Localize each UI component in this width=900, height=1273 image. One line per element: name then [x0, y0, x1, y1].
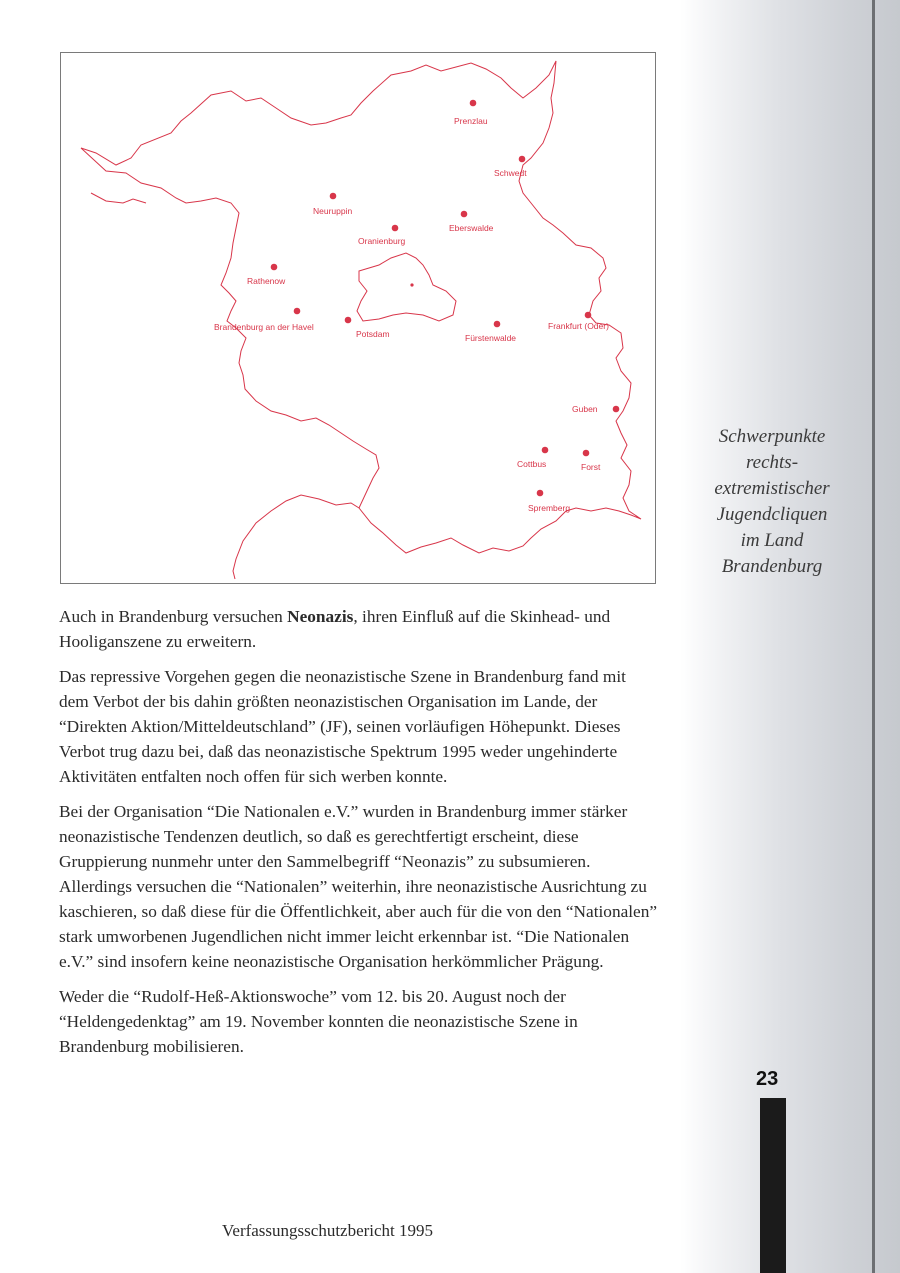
city-marker	[330, 193, 337, 200]
city-marker	[271, 264, 278, 271]
city-label: Eberswalde	[449, 223, 494, 233]
city-cottbus	[517, 447, 548, 469]
city-fuerstenwalde	[465, 321, 516, 343]
city-marker	[519, 156, 526, 163]
city-marker	[537, 490, 544, 497]
city-forst	[581, 450, 601, 472]
page-number: 23	[756, 1068, 779, 1090]
paragraph-3: Bei der Organisation “Die Nationalen e.V.” wurden in Brandenburg immer stärker neonazistische Tendenzen deutlich, so daß es gerechtfertigt erscheint, diese Gruppierung nunmehr unter den Sammelbegriff “Neonazis” zu subsumieren. Allerdings versuchen die “Nationalen” weiterhin, ihre neonazistische Ausrichtung zu kaschieren, so daß diese für die Öffentlichkeit, aber auch für die von den “Nationalen” stark umworbenen Jugendlichen nicht immer leicht erkennbar ist. “Die Nationalen e.V.” sind insofern keine neonazistische Organisation herkömmlicher Prägung.	[59, 802, 658, 971]
keyword-neonazis: Neonazis	[287, 607, 354, 626]
paragraph-2: Das repressive Vorgehen gegen die neonazistische Szene in Brandenburg fand mit dem Verbot der bis dahin größten neonazistischen Organisation im Lande, der “Direkten Aktion/Mitteldeutschland” (JF), seinen vorläufigen Höhepunkt. Dieses Verbot trug dazu bei, daß das neonazistische Spektrum 1995 weder ungehinderte Aktivitäten entfalten noch offen für sich werben konnte.	[59, 667, 626, 786]
margin-caption: Schwerpunkte rechts- extremistischer Jugendcliquen im Land Brandenburg	[714, 426, 830, 577]
city-label: Schwedt	[494, 168, 527, 178]
paragraph-4: Weder die “Rudolf-Heß-Aktionswoche” vom 12. bis 20. August noch der “Heldengedenktag” am 19. November konnten die neonazistische Szene in Brandenburg mobilisieren.	[59, 987, 578, 1056]
brandenburg-map	[60, 52, 656, 584]
city-marker	[345, 317, 352, 324]
map-canvas	[61, 53, 655, 583]
state-border-northwest	[91, 193, 146, 203]
berlin-outline	[357, 253, 456, 321]
page-edge-line	[872, 0, 875, 1273]
city-label: Frankfurt (Oder)	[548, 321, 609, 331]
city-label: Oranienburg	[358, 236, 406, 246]
city-frankfurt-oder	[548, 312, 609, 331]
state-border	[81, 61, 641, 579]
city-marker	[613, 406, 620, 413]
berlin-marker	[410, 283, 413, 286]
city-marker	[294, 308, 301, 315]
city-prenzlau	[454, 100, 488, 126]
city-label: Cottbus	[517, 459, 547, 469]
city-brandenburg-an-der-havel	[214, 308, 314, 332]
page-tab-bar	[760, 1098, 786, 1273]
city-marker	[461, 211, 468, 218]
paragraph-1-start: Auch in Brandenburg versuchen	[59, 607, 288, 626]
city-label: Brandenburg an der Havel	[214, 322, 314, 332]
city-marker	[585, 312, 592, 319]
city-eberswalde	[449, 211, 494, 233]
city-label: Potsdam	[356, 329, 390, 339]
paragraph-1	[59, 604, 659, 654]
city-label: Spremberg	[528, 503, 571, 513]
city-label: Guben	[572, 404, 598, 414]
city-markers	[214, 100, 619, 513]
city-marker	[583, 450, 590, 457]
paragraph-1-end: , ihren Einfluß auf die Skinhead- und Hooliganszene zu erweitern.	[59, 607, 611, 651]
city-spremberg	[528, 490, 570, 513]
article-body	[59, 604, 659, 1069]
city-marker	[542, 447, 549, 454]
city-label: Forst	[581, 462, 601, 472]
city-guben	[572, 404, 619, 414]
city-marker	[494, 321, 501, 328]
city-rathenow	[247, 264, 286, 286]
city-neuruppin	[313, 193, 352, 216]
city-label: Neuruppin	[313, 206, 353, 216]
city-label: Prenzlau	[454, 116, 488, 126]
city-marker	[470, 100, 477, 107]
city-label: Rathenow	[247, 276, 286, 286]
city-label: Fürstenwalde	[465, 333, 517, 343]
page-footer: Verfassungsschutzbericht 1995	[222, 1221, 434, 1240]
city-marker	[392, 225, 399, 232]
city-oranienburg	[358, 225, 406, 246]
